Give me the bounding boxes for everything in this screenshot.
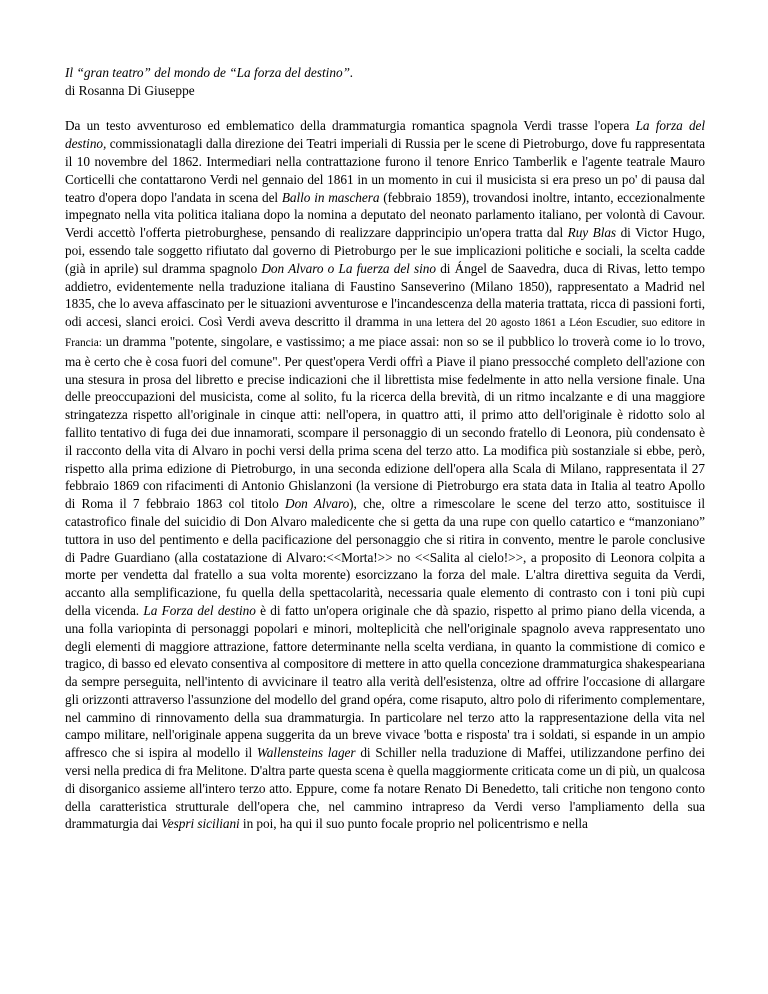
work-title-italic: Don Alvaro xyxy=(285,496,350,512)
work-title-italic: Don Alvaro o La fuerza del sino xyxy=(261,260,436,276)
body-text-run: ), che, oltre a rimescolare le scene del terzo atto, sostituisce il catastrofico finale del suicidio di Don Alvaro maledicente che si getta da una rupe con quello catartico e “manzoniano” tuttora in uso del pentimento e della pacificazione del personaggio che si ritira in convento, mentre le parole conclusive di Padre Guardiano (alla costatazione di Alvaro:<<Morta!>> no <<Salita al cielo!>>, a proposito di Leonora colpita a morte per vendetta dal fratello a sua volta morente) esorcizzano la forza del male. L'altra direttiva seguita da Verdi, accanto alla semplificazione, fu quella della spettacolarità, necessaria quale elemento di contrasto con i toni più cupi della vicenda. xyxy=(65,496,705,618)
body-text-run: di Schiller nella traduzione di Maffei, utilizzandone perfino dei versi nella predica di fra Melitone. D'altra parte questa scena è quella maggiormente criticata come un di più, un qualcosa di disorganico assieme all'intero terzo atto. Eppure, come fa notare Renato Di Benedetto, tali critiche non tengono conto della caratteristica strutturale dell'opera che, nel cammino intrapreso da Verdi verso l'ampliamento della sua drammaturgia dai xyxy=(65,745,705,832)
body-text-run: è di fatto un'opera originale che dà spazio, rispetto al primo piano della vicenda, a una folla variopinta di personaggi popolari e minori, molteplicità che nell'originale spagnolo aveva rappresentato uno degli elementi di maggiore attrazione, fattore determinante nella scelta verdiana, in quanto la commistione di comico e tragico, di basso ed elevato consentiva al compositore di mettere in atto quella concezione drammaturgica shakespeariana da sempre perseguita, nell'intento di avvicinare il teatro alla verità dell'esistenza, oltre ad offrire l'occasione di allargare gli orizzonti attraverso l'assunzione del modello del grand opéra, come risaputo, altro polo di riferimento complementare, nel cammino di rinnovamento della sua drammaturgia. In particolare nel terzo atto la rappresentazione della vita nel campo militare, nell'originale appena suggerita da un breve vivace 'botta e risposta' tra i soldati, si espande in un ampio affresco che si ispira al modello il xyxy=(65,602,705,761)
document-title: Il “gran teatro” del mondo de “La forza del destino”. xyxy=(65,65,354,80)
body-text-run: un dramma "potente, singolare, e vastissimo; a me piace assai: non so se il pubblico lo troverà come io lo trovo, ma è certo che è cosa fuori del comune". Per quest'opera Verdi offrì a Piave il piano pressocché completo dell'azione con una stesura in prosa del libretto e precise indicazioni che il librettista mise fedelmente in atto nella versione finale. Una delle preoccupazioni del musicista, come al solito, fu la ricerca della brevità, di un ritmo incalzante e di una maggiore stringatezza rispetto all'originale in cinque atti: nell'opera, in quattro atti, il primo atto dell'originale è ridotto solo al fallito tentativo di fuga dei due innamorati, scompare il personaggio di un secondo fratello di Leonora, più condensato è il racconto della vita di Alvaro in pochi versi della prima scena del terzo atto. La modifica più sostanziale si ebbe, però, rispetto alla prima edizione di Pietroburgo, in una seconda edizione dell'opera alla Scala di Milano, rappresentata il 27 febbraio 1869 con rifacimenti di Antonio Ghislanzoni (la versione di Pietroburgo era stata data in Italia al teatro Apollo di Roma il 7 febbraio 1863 col titolo xyxy=(65,333,705,512)
work-title-italic: Wallensteins lager xyxy=(256,745,356,761)
work-title-italic: Ballo in maschera xyxy=(281,189,380,205)
document-author: di Rosanna Di Giuseppe xyxy=(65,82,195,98)
work-title-italic: La Forza del destino xyxy=(143,602,256,618)
body-text-small-run: in una lettera del 20 agosto 1861 a Léon Escudier, suo editore in Francia: xyxy=(65,317,705,349)
work-title-italic: Ruy Blas xyxy=(567,225,617,241)
body-text-run: in poi, ha qui il suo punto focale proprio nel policentrismo e nella xyxy=(239,816,588,832)
body-text-run: Da un testo avventuroso ed emblematico della drammaturgia romantica spagnola Verdi trasse l'opera xyxy=(65,118,636,134)
body-paragraph xyxy=(65,117,705,833)
work-title-italic: La forza del destino, xyxy=(65,118,706,152)
body-text-run: di Victor Hugo, poi, essendo tale soggetto rifiutato dal governo di Pietroburgo per le sue implicazioni politiche e sociali, la scelta cadde (già in aprile) sul dramma spagnolo xyxy=(65,225,705,276)
work-title-italic: Vespri siciliani xyxy=(161,816,240,832)
document-page xyxy=(65,64,705,833)
body-text-run: di Ángel de Saavedra, duca di Rivas, letto tempo addietro, evidentemente nella traduzione italiana di Faustino Sanseverino (Milano 1850), rappresentato a Madrid nel 1835, che lo aveva affascinato per le situazioni avventurose e l'incandescenza della materia trattata, ricca di passioni forti, odi accesi, slanci eroici. Così Verdi aveva descritto il dramma xyxy=(65,260,705,330)
body-text-run: commissionatagli dalla direzione dei Teatri imperiali di Russia per le scene di Pietroburgo, dove fu rappresentata il 10 novembre del 1862. Intermediari nella contrattazione furono il tenore Enrico Tamberlik e l'agente teatrale Mauro Corticelli che contattarono Verdi nel gennaio del 1861 in un momento in cui il musicista si era preso un po' di pausa dal teatro d'opera dopo l'andata in scena del xyxy=(65,136,705,205)
body-text-run: (febbraio 1859), trovandosi inoltre, intanto, eccezionalmente impegnato nella vita politica italiana dopo la nomina a deputato del neonato parlamento italiano, per volontà di Cavour. Verdi accettò l'offerta pietroburghese, pensando di realizzare dapprincipio un'opera tratta dal xyxy=(65,189,705,241)
